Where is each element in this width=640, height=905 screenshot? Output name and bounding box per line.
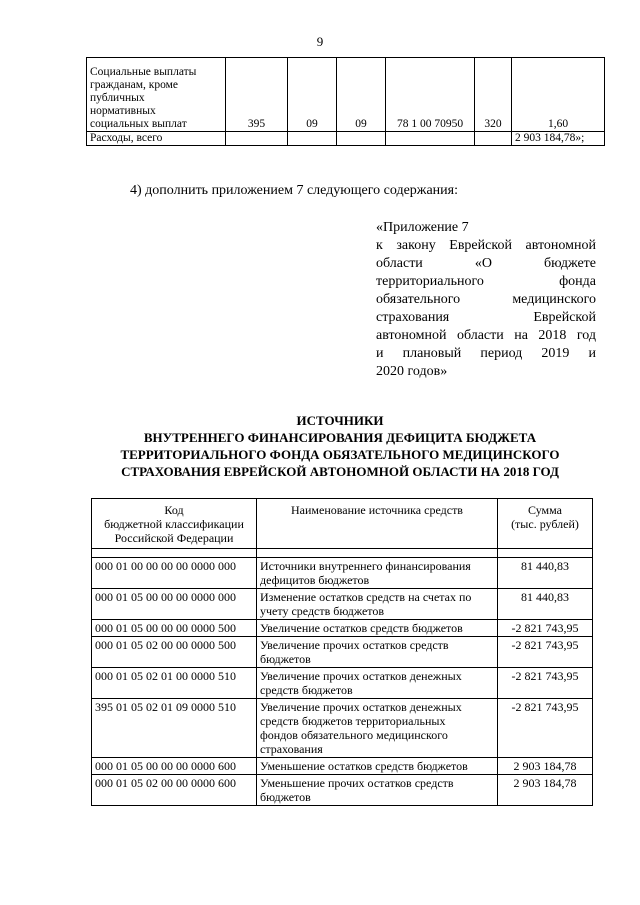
table-row <box>92 620 593 637</box>
expense-name-line: Социальные выплаты <box>90 66 197 78</box>
name-line: средств бюджетов <box>260 683 353 697</box>
word: Еврейской <box>533 310 596 325</box>
header-name: Наименование источника средств <box>257 499 498 549</box>
title-line: СТРАХОВАНИЯ ЕВРЕЙСКОЙ АВТОНОМНОЙ ОБЛАСТИ НА 2018 ГОД <box>121 464 559 479</box>
sum-cell: -2 821 743,95 <box>498 668 593 699</box>
word: плановый <box>402 346 462 361</box>
name-cell <box>257 668 498 699</box>
word: медицинского <box>512 292 596 307</box>
word: «О <box>474 256 492 271</box>
table-row <box>87 58 605 132</box>
header-line: Код <box>164 503 184 517</box>
expense-name-line: публичных <box>90 92 145 104</box>
word: период <box>480 346 523 361</box>
name-line: Увеличение прочих остатков денежных <box>260 700 462 714</box>
name-cell <box>257 637 498 668</box>
name-line: учету средств бюджетов <box>260 604 385 618</box>
table-row <box>92 758 593 775</box>
section-code-cell: 09 <box>288 58 337 132</box>
name-line: Уменьшение остатков средств бюджетов <box>260 759 468 773</box>
title-line: ВНУТРЕННЕГО ФИНАНСИРОВАНИЯ ДЕФИЦИТА БЮДЖЕТА <box>143 430 537 445</box>
table-row <box>92 637 593 668</box>
subsection-code-cell: 09 <box>337 58 386 132</box>
name-line: Уменьшение прочих остатков средств <box>260 776 454 790</box>
total-label-cell: Расходы, всего <box>87 132 226 146</box>
name-line: Увеличение прочих остатков денежных <box>260 669 462 683</box>
code-cell: 000 01 05 02 00 00 0000 600 <box>92 775 257 806</box>
name-line: фондов обязательного медицинского <box>260 728 448 742</box>
sum-cell: 2 903 184,78 <box>498 775 593 806</box>
spacer-cell <box>257 549 498 558</box>
page-number: 9 <box>316 34 324 49</box>
title-line: ТЕРРИТОРИАЛЬНОГО ФОНДА ОБЯЗАТЕЛЬНОГО МЕДИЦИНСКОГО <box>120 447 560 462</box>
code-cell: 000 01 05 00 00 00 0000 000 <box>92 589 257 620</box>
word: области <box>456 328 504 343</box>
word: автономной <box>376 328 447 343</box>
ministry-code-cell: 395 <box>226 58 288 132</box>
empty-cell <box>226 132 288 146</box>
name-line: средств бюджетов территориальных <box>260 714 446 728</box>
spacer-cell <box>498 549 593 558</box>
table-row <box>92 775 593 806</box>
spacer-cell <box>92 549 257 558</box>
table-header-row <box>92 499 593 549</box>
expense-name-cell <box>87 58 226 132</box>
empty-cell <box>386 132 475 146</box>
total-sum-cell: 2 903 184,78»; <box>512 132 605 146</box>
word: бюджете <box>543 256 596 271</box>
expense-name-line: социальных выплат <box>90 118 187 130</box>
empty-cell <box>288 132 337 146</box>
table-row <box>87 132 605 146</box>
name-line: Изменение остатков средств на счетах по <box>260 590 472 604</box>
name-cell <box>257 775 498 806</box>
word: Еврейской <box>449 238 512 253</box>
expense-name-line: гражданам, кроме <box>90 79 179 91</box>
appendix-line <box>376 291 596 309</box>
sum-cell: 81 440,83 <box>498 589 593 620</box>
code-cell: 000 01 05 02 01 00 0000 510 <box>92 668 257 699</box>
name-line: Источники внутреннего финансирования <box>260 559 471 573</box>
sources-table <box>91 498 593 806</box>
code-cell: 000 01 00 00 00 00 0000 000 <box>92 558 257 589</box>
name-line: Увеличение прочих остатков средств <box>260 638 449 652</box>
header-line: Российской Федерации <box>114 531 234 545</box>
empty-cell <box>337 132 386 146</box>
word: автономной <box>525 238 596 253</box>
sum-cell: 2 903 184,78 <box>498 758 593 775</box>
word: и <box>588 346 596 361</box>
name-cell <box>257 589 498 620</box>
empty-cell <box>475 132 512 146</box>
target-article-cell: 78 1 00 70950 <box>386 58 475 132</box>
header-line: (тыс. рублей) <box>511 517 579 531</box>
word: и <box>376 346 384 361</box>
code-cell: 000 01 05 00 00 00 0000 600 <box>92 758 257 775</box>
name-line: дефицитов бюджетов <box>260 573 370 587</box>
name-cell <box>257 558 498 589</box>
code-cell: 395 01 05 02 01 09 0000 510 <box>92 699 257 758</box>
sum-cell: -2 821 743,95 <box>498 637 593 668</box>
name-cell <box>257 620 498 637</box>
word: страхования <box>376 310 450 325</box>
amendment-paragraph: 4) дополнить приложением 7 следующего содержания: <box>130 183 458 198</box>
header-sum <box>498 499 593 549</box>
appendix-line <box>376 237 596 255</box>
table-row <box>92 668 593 699</box>
word: территориального <box>376 274 484 289</box>
header-code <box>92 499 257 549</box>
word: области <box>376 256 423 271</box>
document-title <box>0 412 640 480</box>
sum-cell: 81 440,83 <box>498 558 593 589</box>
name-cell <box>257 758 498 775</box>
title-line: ИСТОЧНИКИ <box>296 413 384 428</box>
word: год <box>576 328 596 343</box>
name-line: бюджетов <box>260 652 311 666</box>
word: к <box>376 238 383 253</box>
sum-cell: -2 821 743,95 <box>498 699 593 758</box>
word: 2019 <box>541 346 570 361</box>
appendix-heading <box>376 219 596 381</box>
name-cell <box>257 699 498 758</box>
expense-type-cell: 320 <box>475 58 512 132</box>
name-line: Увеличение остатков средств бюджетов <box>260 621 463 635</box>
appendix-line <box>376 327 596 345</box>
word: на <box>514 328 528 343</box>
spacer-row <box>92 549 593 558</box>
appendix-line: «Приложение 7 <box>376 220 469 235</box>
expense-name-line: нормативных <box>90 105 156 117</box>
table-row <box>92 589 593 620</box>
table-row <box>92 699 593 758</box>
appendix-line <box>376 273 596 291</box>
word: обязательного <box>376 292 461 307</box>
table-row <box>92 558 593 589</box>
expenses-table <box>86 57 605 146</box>
appendix-line <box>376 255 596 273</box>
appendix-line <box>376 309 596 327</box>
appendix-line: 2020 годов» <box>376 364 448 379</box>
amount-cell: 1,60 <box>512 58 605 132</box>
word: закону <box>396 238 436 253</box>
word: 2018 <box>538 328 567 343</box>
sum-cell: -2 821 743,95 <box>498 620 593 637</box>
code-cell: 000 01 05 00 00 00 0000 500 <box>92 620 257 637</box>
word: фонда <box>559 274 596 289</box>
name-line: страхования <box>260 742 323 756</box>
appendix-line <box>376 345 596 363</box>
code-cell: 000 01 05 02 00 00 0000 500 <box>92 637 257 668</box>
header-line: Сумма <box>528 503 562 517</box>
header-line: бюджетной классификации <box>104 517 244 531</box>
name-line: бюджетов <box>260 790 311 804</box>
